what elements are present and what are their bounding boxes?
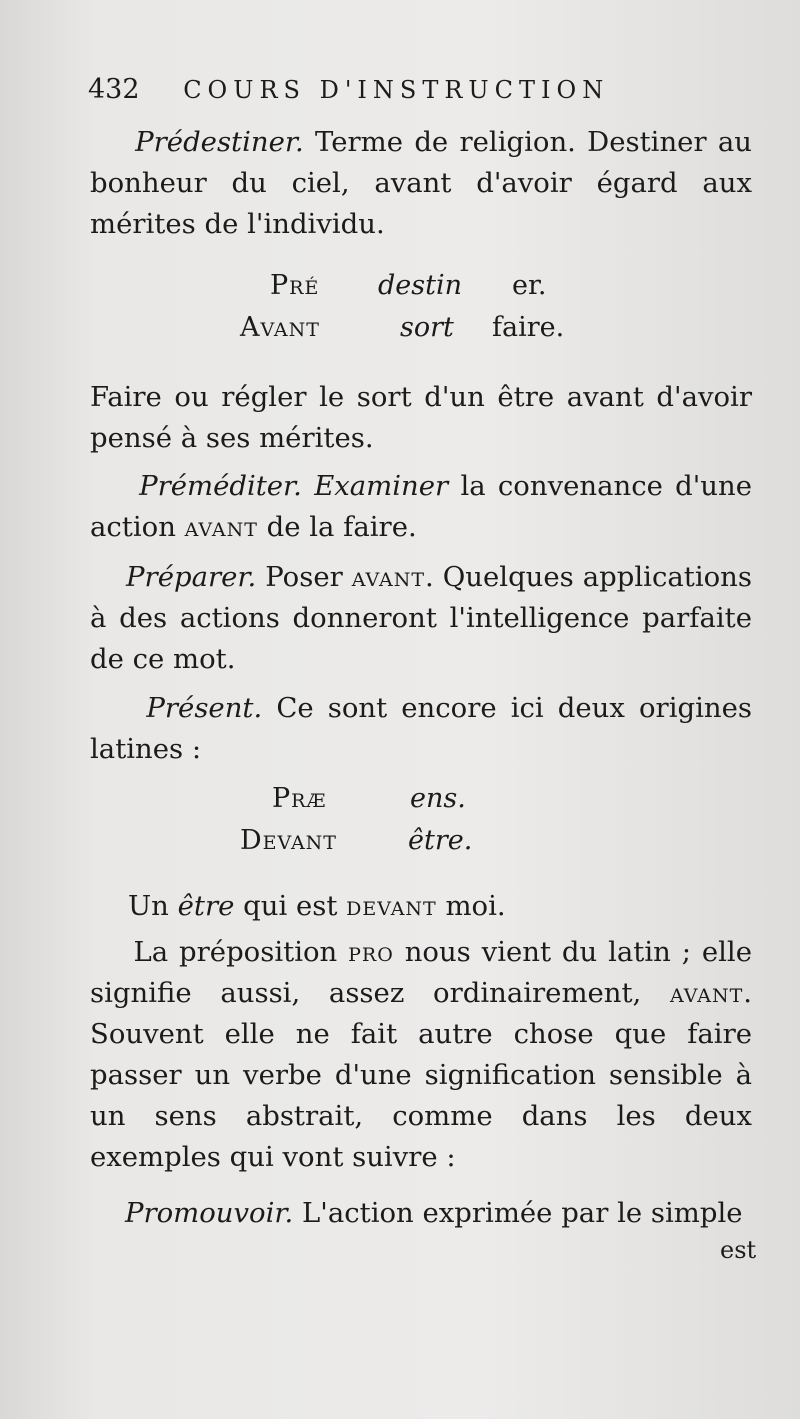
text-run: qui est [234, 890, 347, 922]
decomp-root-prae: Præ [272, 783, 327, 814]
caps-avant: avant [184, 511, 258, 543]
running-title: COURS D'INSTRUCTION [183, 76, 610, 104]
decomp-root-destin: destin [378, 270, 462, 301]
decomp-gloss-etre: être. [408, 825, 473, 856]
term-preparer: Préparer. [126, 561, 257, 593]
decomp-root-pre: Pré [270, 270, 320, 301]
text-run-italic: être [177, 890, 235, 922]
paragraph-explanation-1 [90, 377, 752, 459]
running-header [88, 74, 698, 105]
caps-devant: devant [346, 890, 437, 922]
paragraph-pro [90, 932, 752, 1178]
definition-premediter-a: la convenance d'une action [90, 470, 753, 543]
caps-pro: pro [348, 936, 394, 968]
decomp-gloss-devant: Devant [240, 825, 337, 856]
definition-premediter-b: de la faire. [257, 511, 417, 543]
term-examiner: Examiner [301, 470, 449, 502]
text-run: moi. [436, 890, 506, 922]
text-run: . Souvent elle ne fait autre chose que faire passer un verbe d'une signification sensible à un sens abstrait, comme dans les deux exemples qui vont suivre : [90, 977, 752, 1173]
decomposition-present [0, 783, 800, 863]
paragraph-present [90, 688, 752, 770]
explanation-text: Faire ou régler le sort d'un être avant d'avoir pensé à ses mérites. [90, 381, 752, 454]
catchword: est [720, 1236, 757, 1264]
decomposition-predestiner [0, 270, 800, 350]
term-promouvoir: Promouvoir. [124, 1197, 294, 1229]
term-premediter: Préméditer. [139, 470, 302, 502]
paragraph-explanation-2 [90, 886, 752, 927]
caps-avant: avant [670, 977, 744, 1009]
decomp-root-er: er. [512, 270, 547, 301]
caps-avant: avant [351, 561, 425, 593]
definition-predestiner: Terme de religion. Destiner au bonheur du ciel, avant d'avoir égard aux mérites de l'individu. [90, 126, 752, 240]
definition-preparer-a: Poser [256, 561, 352, 593]
text-run: nous vient du latin ; elle signifie aussi, assez ordinairement, [90, 936, 752, 1009]
decomp-gloss-sort: sort [400, 312, 454, 343]
text-run: La préposition [133, 936, 349, 968]
definition-preparer-b: . Quelques applications à des actions donneront l'intelligence parfaite de ce mot. [90, 561, 753, 675]
text-run: Un [128, 890, 178, 922]
paragraph-preparer [90, 557, 752, 680]
paragraph-premediter [90, 466, 752, 548]
decomp-root-ens: ens. [410, 783, 466, 814]
decomp-gloss-avant: Avant [240, 312, 320, 343]
paragraph-predestiner [90, 122, 752, 245]
definition-present: Ce sont encore ici deux origines latines : [90, 692, 752, 765]
page-number: 432 [88, 74, 140, 105]
definition-promouvoir: L'action exprimée par le simple [293, 1197, 743, 1229]
decomp-gloss-faire: faire. [492, 312, 565, 343]
paragraph-promouvoir [90, 1193, 752, 1234]
term-predestiner: Prédestiner. [135, 126, 304, 158]
term-present: Présent. [146, 692, 263, 724]
